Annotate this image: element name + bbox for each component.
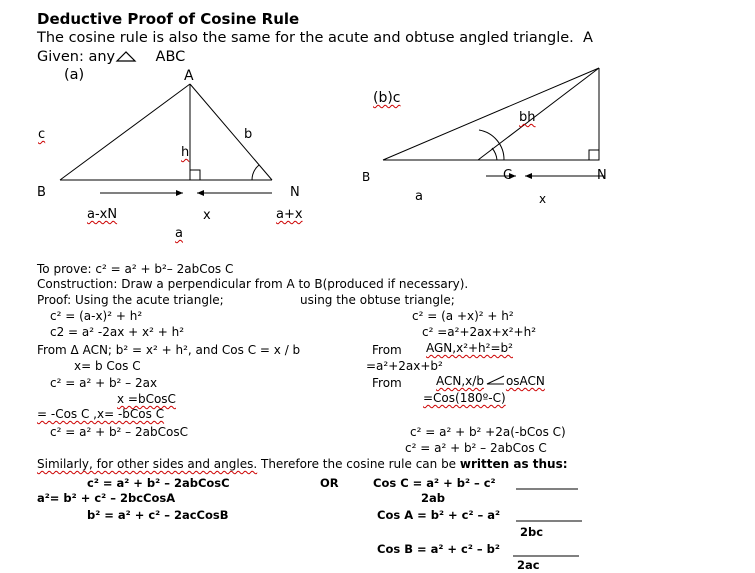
height-label: h [181, 145, 190, 160]
right-step-3a: From [372, 343, 402, 357]
right-step-3b: AGN,x²+h²=b² [426, 341, 513, 355]
construction-line: Construction: Draw a perpendicular from A to B(produced if necessary). [37, 277, 469, 291]
side-b-label: b [244, 127, 253, 142]
to-prove-line: To prove: c² = a² + b²– 2abCos C [37, 262, 234, 276]
point-n-label: N [290, 185, 300, 200]
vertex-b2-label: B [362, 170, 371, 184]
side-bh-label: bh [519, 110, 536, 125]
left-step-1: c² = (a-x)² + h² [50, 309, 143, 323]
formula-left-2: a²= b² + c² – 2bcCosA [37, 491, 176, 505]
left-step-3: From Δ ACN; b² = x² + h², and Cos C = x / b [37, 343, 301, 357]
seg-right-label: a+x [276, 207, 303, 222]
similarly-line: Similarly, for other sides and angles. Therefore the cosine rule can be written as thus: [37, 457, 568, 471]
base-a2-label: a [415, 189, 423, 204]
page-title: Deductive Proof of Cosine Rule [37, 10, 300, 28]
formula-right-2-den: 2bc [520, 525, 544, 539]
left-step-7: = -Cos C ,x= -bCos C [37, 407, 165, 421]
formula-right-1-den: 2ab [421, 491, 445, 505]
left-step-2: c2 = a² -2ax + x² + h² [50, 325, 185, 339]
vertex-b-label: B [37, 185, 46, 200]
left-step-6: x =bCosC [117, 392, 176, 406]
right-step-1: c² = (a +x)² + h² [412, 309, 514, 323]
base-a-label: a [175, 226, 183, 241]
right-step-5a: From [372, 376, 402, 390]
proof-obtuse-heading: using the obtuse triangle; [300, 293, 455, 307]
formula-left-3: b² = a² + c² – 2acCosB [87, 508, 229, 522]
right-step-7: c² = a² + b² +2a(-bCos C) [410, 425, 566, 439]
vertex-a-label: A [184, 68, 194, 84]
left-step-4: x= b Cos C [74, 359, 141, 373]
right-step-5b: ACN,x/b osACN [436, 374, 545, 388]
intro-line: The cosine rule is also the same for the acute and obtuse angled triangle. A [37, 30, 593, 46]
given-line: Given: any ABC [37, 49, 186, 65]
formula-right-1: Cos C = a² + b² – c² [373, 476, 496, 490]
right-step-4: =a²+2ax+b² [366, 359, 443, 373]
right-step-6: =Cos(180º-C) [423, 391, 506, 405]
seg-x2-label: x [539, 192, 547, 206]
or-label: OR [320, 476, 339, 490]
right-step-2: c² =a²+2ax+x²+h² [422, 325, 537, 339]
left-step-8: c² = a² + b² – 2abCosC [50, 425, 188, 439]
formula-right-2: Cos A = b² + c² – a² [377, 508, 501, 522]
seg-x-label: x [203, 208, 211, 223]
formula-right-3: Cos B = a² + c² – b² [377, 542, 500, 556]
formula-right-3-den: 2ac [517, 558, 540, 572]
point-n2-label: N [597, 168, 607, 183]
seg-left-label: a-xN [87, 207, 118, 222]
diagram-b-label: (b)c [373, 90, 401, 106]
formula-left-1: c² = a² + b² – 2abCosC [87, 476, 230, 490]
side-c-label: c [38, 127, 46, 142]
left-step-5: c² = a² + b² – 2ax [50, 376, 158, 390]
right-step-8: c² = a² + b² – 2abCos C [405, 441, 547, 455]
proof-acute-heading: Proof: Using the acute triangle; [37, 293, 224, 307]
diagram-a-label: (a) [64, 67, 85, 83]
vertex-c-label: C [503, 168, 513, 183]
